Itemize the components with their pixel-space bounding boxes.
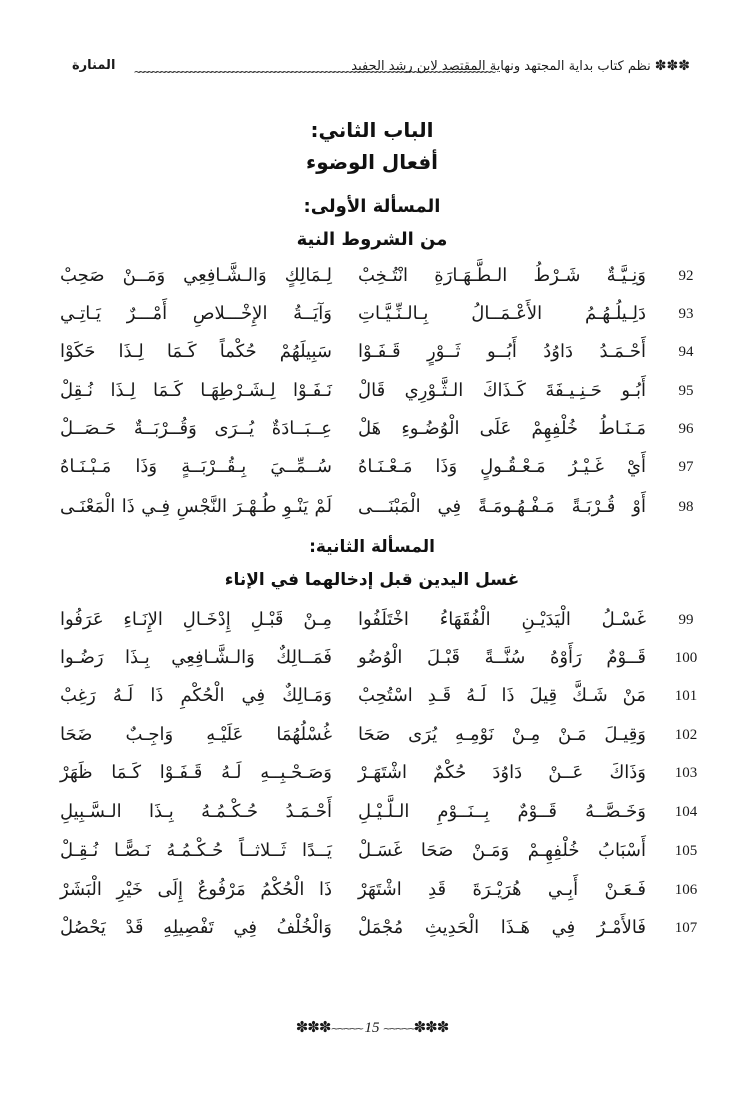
footer-ornament-right-icon: ✽✽✽ xyxy=(413,1018,449,1036)
verse-number: 102 xyxy=(674,727,698,743)
verse-number: 106 xyxy=(674,882,698,898)
verse-second-hemistich: سَبِيلَهُمْ حُكْماً كَـمَا لِـذَا حَكَوْا xyxy=(60,341,332,362)
footer-dashes-left: ~~~~~ xyxy=(330,1022,362,1035)
verse-first-hemistich: وَقِيـلَ مَـنْ مِـنْ نَوْمِـهِ يُرَى صَحَا xyxy=(358,724,646,745)
issue2-label: المسألة الثانية: xyxy=(309,537,435,557)
verse-row xyxy=(0,840,744,883)
verse-first-hemistich: مَنْ شَـكَّ قِيلَ ذَا لَـهُ قَـدِ اسْتُحِبْ xyxy=(358,685,646,706)
verse-first-hemistich: فَـعَـنْ أَبِـي هُرَيْـرَةَ قَدِ اشْتَهَرْ xyxy=(358,879,646,900)
verse-row xyxy=(0,496,744,539)
verse-row xyxy=(0,724,744,767)
chapter-title: أفعال الوضوء xyxy=(305,150,439,174)
verse-second-hemistich: عِــبَــادَةٌ يُــرَى وَقُــرْبَــةٌ حَـصَــلْ xyxy=(60,418,332,439)
verse-second-hemistich: سُــمِّــيَ بِـقُــرْبَــةٍ وَذَا مَـبْـنَـاهُ xyxy=(60,456,332,477)
verse-second-hemistich: وَصَـحْـبِــهِ لَـهُ قَـفَـوْا كَـمَا ظَهَرْ xyxy=(60,762,332,783)
page-footer xyxy=(0,1018,744,1037)
verse-second-hemistich: وَآيَــةُ الإِخْـــلاصِ أَمْـــرٌ يَـاتِـي xyxy=(60,303,332,324)
verse-number: 103 xyxy=(674,765,698,781)
verse-second-hemistich: أَحْـمَـدُ حُـكْـمُـهُ بِـذَا الـسَّـبِيلِ xyxy=(60,801,332,822)
verse-row xyxy=(0,762,744,805)
verse-row xyxy=(0,917,744,960)
verse-second-hemistich: لِـمَالِكٍ وَالـشَّـافِعِي وَمَــنْ صَحِبْ xyxy=(60,265,332,286)
footer-dashes-right: ~~~~~ xyxy=(382,1022,414,1035)
verse-second-hemistich: غُسْلُهُمَا عَلَيْـهِ وَاجِـبٌ ضَحَا xyxy=(60,724,332,745)
verse-second-hemistich: مِـنْ قَبْـلِ إِدْخَـالِ الإِنَـاءِ عَرَفُوا xyxy=(60,609,332,630)
verse-number: 104 xyxy=(674,804,698,820)
verse-first-hemistich: أَوْ قُـرْبَـةً مَـفْـهُـومَـةً فِي الْمَبْنَـــى xyxy=(358,496,646,517)
verse-number: 107 xyxy=(674,920,698,936)
verse-second-hemistich: فَمَــالِكٌ وَالـشَّـافِعِي بِـذَا رَضُـوا xyxy=(60,647,332,668)
issue1-label: المسألة الأولى: xyxy=(303,196,441,217)
verse-second-hemistich: لَمْ يَنْـوِ طُـهْـرَ النَّجْسِ فِـي ذَا الْمَعْنَـى xyxy=(60,496,332,517)
verse-first-hemistich: أَيْ غَـيْـرُ مَـعْـقُـولٍ وَذَا مَـعْـنَـاهُ xyxy=(358,456,646,477)
issue1-title: من الشروط النية xyxy=(296,229,448,250)
verse-row xyxy=(0,801,744,844)
verse-second-hemistich: وَالْخُلْفُ فِي تَفْصِيلِهِ قَدْ يَحْصُلْ xyxy=(60,917,332,938)
chapter-label: الباب الثاني: xyxy=(310,118,434,142)
verse-first-hemistich: مَـنَـاطُ خُلْفِهِمْ عَلَى الْوُضُـوءِ هَلْ xyxy=(358,418,646,439)
verse-number: 96 xyxy=(678,421,694,437)
verse-first-hemistich: أَحْـمَـدُ دَاوُدُ أَبُــو ثَــوْرٍ قَـفَـوْا xyxy=(358,341,646,362)
verse-first-hemistich: دَلِـيلُـهُـمُ الأَعْـمَــالُ بِـالـنِّـيَّـاتِ xyxy=(358,303,646,324)
verse-number: 94 xyxy=(678,344,694,360)
verse-row xyxy=(0,341,744,384)
verse-number: 92 xyxy=(678,268,694,284)
verse-row xyxy=(0,418,744,461)
verse-second-hemistich: وَمَـالِكٌ فِي الْحُكْمِ ذَا لَـهُ رَغِبْ xyxy=(60,685,332,706)
verse-number: 98 xyxy=(678,499,694,515)
verse-first-hemistich: وَنِـيَّـةٌ شَـرْطُ الـطَّـهَـارَةِ انْتُـخِبْ xyxy=(358,265,646,286)
verse-row xyxy=(0,303,744,346)
verse-row xyxy=(0,609,744,652)
header-ornament-icon: ✽✽✽ xyxy=(654,58,690,74)
verse-row xyxy=(0,456,744,499)
verse-row xyxy=(0,685,744,728)
verse-first-hemistich: غَسْـلُ الْيَدَيْـنِ الْفُقَهَاءُ اخْتَلَفُوا xyxy=(358,609,646,630)
verse-row xyxy=(0,879,744,922)
book-title-text: نظم كتاب بداية المجتهد ونهاية المقتصد لابن رشد الحفيد xyxy=(351,59,651,74)
header-wavy-divider: ~~~~~~~~~~~~~~~~~~~~~~~~~~~~~~~~~~~~~~~~~~~~~~~~~~~~~~~~~~~~~~~~~~~~~~~~~~~~~~~~~~~~~ xyxy=(134,65,494,79)
issue2-title: غسل اليدين قبل إدخالهما في الإناء xyxy=(224,570,520,590)
verse-second-hemistich: يَــدًا ثَــلاثــاً حُـكْـمُـهُ نَـصًّـا نُـقِـلْ xyxy=(60,840,332,861)
verse-number: 95 xyxy=(678,383,694,399)
verse-second-hemistich: نَـفَـوْا لِـشَـرْطِهَـا كَـمَا لِـذَا نُـقِلْ xyxy=(60,380,332,401)
verse-number: 105 xyxy=(674,843,698,859)
running-header xyxy=(72,58,690,84)
verse-number: 93 xyxy=(678,306,694,322)
verse-row xyxy=(0,647,744,690)
verse-first-hemistich: قَــوْمٌ رَأَوْهُ سُنَّــةً قَبْـلَ الْوُضُو xyxy=(358,647,646,668)
verse-first-hemistich: أَسْبَابُ خُلْفِهِـمْ وَمَـنْ صَحَا غَسَـلْ xyxy=(358,840,646,861)
verse-first-hemistich: وَذَاكَ عَــنْ دَاوُدَ حُكْمٌ اشْتَهَـرْ xyxy=(358,762,646,783)
verse-row xyxy=(0,265,744,308)
page-number: 15 xyxy=(364,1020,380,1036)
verse-first-hemistich: وَخَـصَّــهُ قَــوْمٌ بِــنَــوْمِ الـلَّـيْـلِ xyxy=(358,801,646,822)
verse-first-hemistich: فَالأَمْـرُ فِي هَـذَا الْحَدِيثِ مُجْمَلْ xyxy=(358,917,646,938)
verse-first-hemistich: أَبُـو حَـنِـيـفَةَ كَـذَاكَ الـثَّـوْرِي قَالْ xyxy=(358,380,646,401)
verse-number: 100 xyxy=(674,650,698,666)
verse-second-hemistich: ذَا الْحُكْمُ مَرْفُوعٌ إِلَى خَيْرِ الْبَشَرْ xyxy=(60,879,332,900)
footer-ornament-left-icon: ✽✽✽ xyxy=(295,1018,331,1036)
verse-number: 101 xyxy=(674,688,698,704)
series-name: المنارة xyxy=(72,58,116,73)
verse-row xyxy=(0,380,744,423)
verse-number: 99 xyxy=(678,612,694,628)
verse-number: 97 xyxy=(678,459,694,475)
